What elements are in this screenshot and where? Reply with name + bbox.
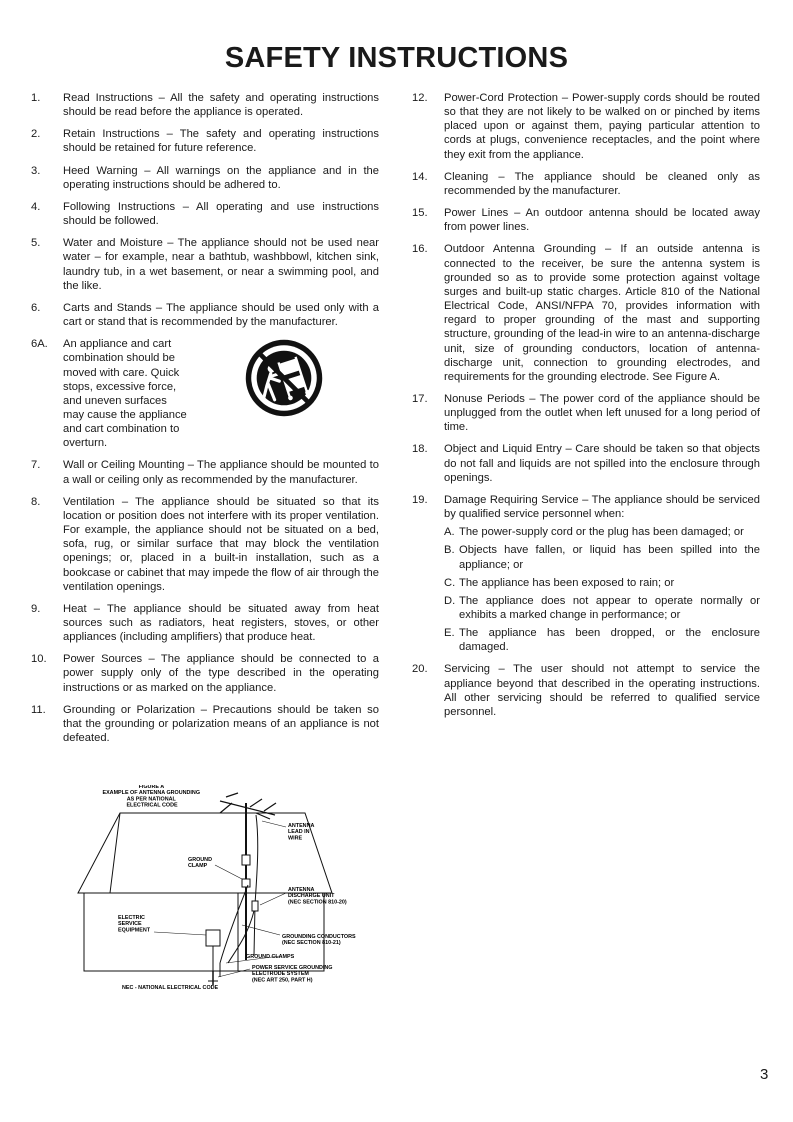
- item-text: Servicing – The user should not attempt to service the appliance beyond that described in the operating instructions. All other servicing should be referred to qualified service personnel.: [444, 663, 760, 718]
- item-text: Retain Instructions – The safety and operating instructions should be retained for future reference.: [63, 128, 379, 155]
- left-column: [31, 91, 379, 753]
- item-number: 20.: [412, 663, 428, 676]
- item-number: 14.: [412, 170, 428, 183]
- sub-item-letter: E.: [444, 627, 455, 640]
- cart-tip-over-warning-icon: [245, 339, 323, 417]
- instruction-item-1: [31, 91, 379, 119]
- item-number: 6.: [31, 301, 41, 314]
- antenna-grounding-figure: [70, 785, 380, 995]
- item-text: Power-Cord Protection – Power-supply cords should be routed so that they are not likely to be walked on or pinched by items placed upon or against them, paying particular attention to cords at plugs, convenience receptacles, and the point where they exit from the appliance.: [444, 92, 760, 161]
- instruction-item-20: [412, 662, 760, 719]
- item-text: Read Instructions – All the safety and operating instructions should be read before the appliance is operated.: [63, 92, 379, 119]
- instruction-item-6: [31, 301, 379, 329]
- item-number: 15.: [412, 207, 428, 220]
- ground-clamp: [242, 855, 250, 865]
- item-number: 6A.: [31, 338, 48, 351]
- sub-item-letter: A.: [444, 526, 455, 539]
- instruction-item-19: [412, 493, 760, 655]
- item-number: 4.: [31, 200, 41, 213]
- instruction-item-6a: [31, 337, 379, 450]
- electric-service-label: ELECTRIC SERVICE EQUIPMENT: [118, 915, 151, 934]
- item-number: 1.: [31, 92, 41, 104]
- sub-item-c: [444, 576, 760, 590]
- sub-item-e: [444, 626, 760, 654]
- instruction-item-11: [31, 703, 379, 745]
- item-text: Object and Liquid Entry – Care should be taken so that objects do not fall and liquids are not spilled into the enclosure through openings.: [444, 443, 760, 484]
- item-number: 12.: [412, 92, 428, 104]
- ground-clamp: [242, 879, 250, 887]
- instruction-item-4: [31, 200, 379, 228]
- item-number: 18.: [412, 443, 428, 456]
- instruction-item-14: [412, 170, 760, 198]
- item-number: 5.: [31, 237, 41, 250]
- page-number: 3: [760, 1066, 769, 1083]
- item-text: Cleaning – The appliance should be cleaned only as recommended by the manufacturer.: [444, 170, 760, 197]
- instruction-item-7: [31, 458, 379, 486]
- instruction-item-17: [412, 392, 760, 434]
- instruction-item-5: [31, 236, 379, 293]
- sub-item-text: The appliance has been exposed to rain; or: [459, 576, 675, 589]
- instruction-item-15: [412, 206, 760, 234]
- item-text: Water and Moisture – The appliance should not be used near water – for example, near a bathtub, washbbowl, kitchen sink, laundry tub, in a wet basement, or near a swimming pool, and the like.: [63, 237, 379, 292]
- item-text: Outdoor Antenna Grounding – If an outside antenna is connected to the receiver, be sure the antenna system is grounded so as to provide some protection against voltage surges and built-up static charges. Article 810 of the National Electrical Code, ANSI/NFPA 70, provides information with regard to proper grounding of the mast and supporting structure, grounding of the lead-in wire to an antenna-discharge unit, size of grounding conductors, location of antenna-discharge unit, connection to grounding electrodes, and requirements for the grounding electrode. See Figure A.: [444, 243, 760, 383]
- sub-item-d: [444, 594, 760, 622]
- sub-item-text: The appliance does not appear to operate normally or exhibits a marked change in performance; or: [459, 594, 760, 621]
- sub-item-letter: B.: [444, 544, 455, 557]
- item-text: Heed Warning – All warnings on the appliance and in the operating instructions should be adhered to.: [63, 164, 379, 191]
- power-service-label: POWER SERVICE GROUNDING ELECTRODE SYSTEM (NEC ART 250, PART H): [252, 965, 333, 984]
- figure-caption: FIGURE A EXAMPLE OF ANTENNA GROUNDING AS PER NATIONAL ELECTRICAL CODE: [102, 785, 201, 809]
- item-text: Nonuse Periods – The power cord of the appliance should be unplugged from the outlet when left unused for a long period of time.: [444, 392, 760, 434]
- sub-item-letter: C.: [444, 576, 456, 589]
- item-text: Power Sources – The appliance should be connected to a power supply only of the type described in the operating instructions or as marked on the appliance.: [63, 653, 379, 694]
- electric-service-box: [206, 930, 220, 946]
- grounding-conductors-label: GROUNDING CONDUCTORS (NEC SECTION 810-21): [282, 934, 356, 947]
- sub-item-a: [444, 525, 760, 539]
- item-number: 11.: [31, 703, 46, 716]
- sub-item-b: [444, 543, 760, 571]
- item-text: Carts and Stands – The appliance should be used only with a cart or stand that is recommended by the manufacturer.: [63, 301, 379, 329]
- ground-clamps-label: GROUND CLAMPS: [246, 954, 295, 960]
- sub-item-letter: D.: [444, 594, 456, 607]
- item-number: 16.: [412, 243, 428, 256]
- item-text: Following Instructions – All operating and use instructions should be followed.: [63, 200, 379, 228]
- item-number: 3.: [31, 164, 41, 177]
- sub-item-text: The appliance has been dropped, or the enclosure damaged.: [459, 627, 760, 654]
- item-text: An appliance and cart combination should be moved with care. Quick stops, excessive force, and uneven surfaces may cause the appliance and cart combination to overturn.: [63, 338, 187, 450]
- sub-item-text: The power-supply cord or the plug has been damaged; or: [459, 526, 744, 539]
- item-text: Power Lines – An outdoor antenna should be located away from power lines.: [444, 207, 760, 234]
- instruction-item-12: [412, 91, 760, 162]
- instruction-item-8: [31, 495, 379, 594]
- page-title: SAFETY INSTRUCTIONS: [224, 42, 569, 74]
- item-number: 7.: [31, 459, 41, 472]
- item-text: Grounding or Polarization – Precautions should be taken so that the grounding or polarization means of an appliance is not defeated.: [63, 703, 379, 745]
- item-number: 9.: [31, 602, 41, 615]
- item-number: 17.: [412, 392, 428, 405]
- item-text: Wall or Ceiling Mounting – The appliance should be mounted to a wall or ceiling only as recommended by the manufacturer.: [63, 459, 379, 486]
- ground-clamp-label: GROUND CLAMP: [188, 857, 212, 870]
- item-text: Ventilation – The appliance should be situated so that its location or position does not interfere with its proper ventilation. For example, the appliance should not be situated on a bed, sofa, rug, or similar surface that may block the ventilation openings; or, placed in a built-in installation, such as a bookcase or cabinet that may impede the flow of air through the ventilation openings.: [63, 495, 379, 593]
- antenna-lead-label: ANTENNA LEAD IN WIRE: [288, 823, 315, 842]
- instruction-item-3: [31, 164, 379, 192]
- instruction-item-10: [31, 652, 379, 694]
- instruction-item-18: [412, 442, 760, 484]
- nec-footer-label: NEC - NATIONAL ELECTRICAL CODE: [122, 985, 219, 991]
- instruction-item-16: [412, 242, 760, 384]
- item-number: 10.: [31, 653, 47, 666]
- instruction-item-2: [31, 127, 379, 155]
- sub-item-text: Objects have fallen, or liquid has been spilled into the appliance; or: [459, 544, 760, 571]
- item-text: Damage Requiring Service – The appliance should be serviced by qualified service personnel when:: [444, 493, 760, 521]
- item-number: 19.: [412, 493, 428, 506]
- right-column: [412, 91, 760, 727]
- instruction-item-9: [31, 602, 379, 644]
- discharge-unit-label: ANTENNA DISCHARGE UNIT (NEC SECTION 810-20): [288, 887, 347, 906]
- item-text: Heat – The appliance should be situated away from heat sources such as radiators, heat registers, stoves, or other appliances (including amplifiers) that produce heat.: [63, 602, 379, 644]
- item-number: 8.: [31, 495, 41, 508]
- item-number: 2.: [31, 128, 41, 141]
- antenna-discharge-unit: [252, 901, 258, 911]
